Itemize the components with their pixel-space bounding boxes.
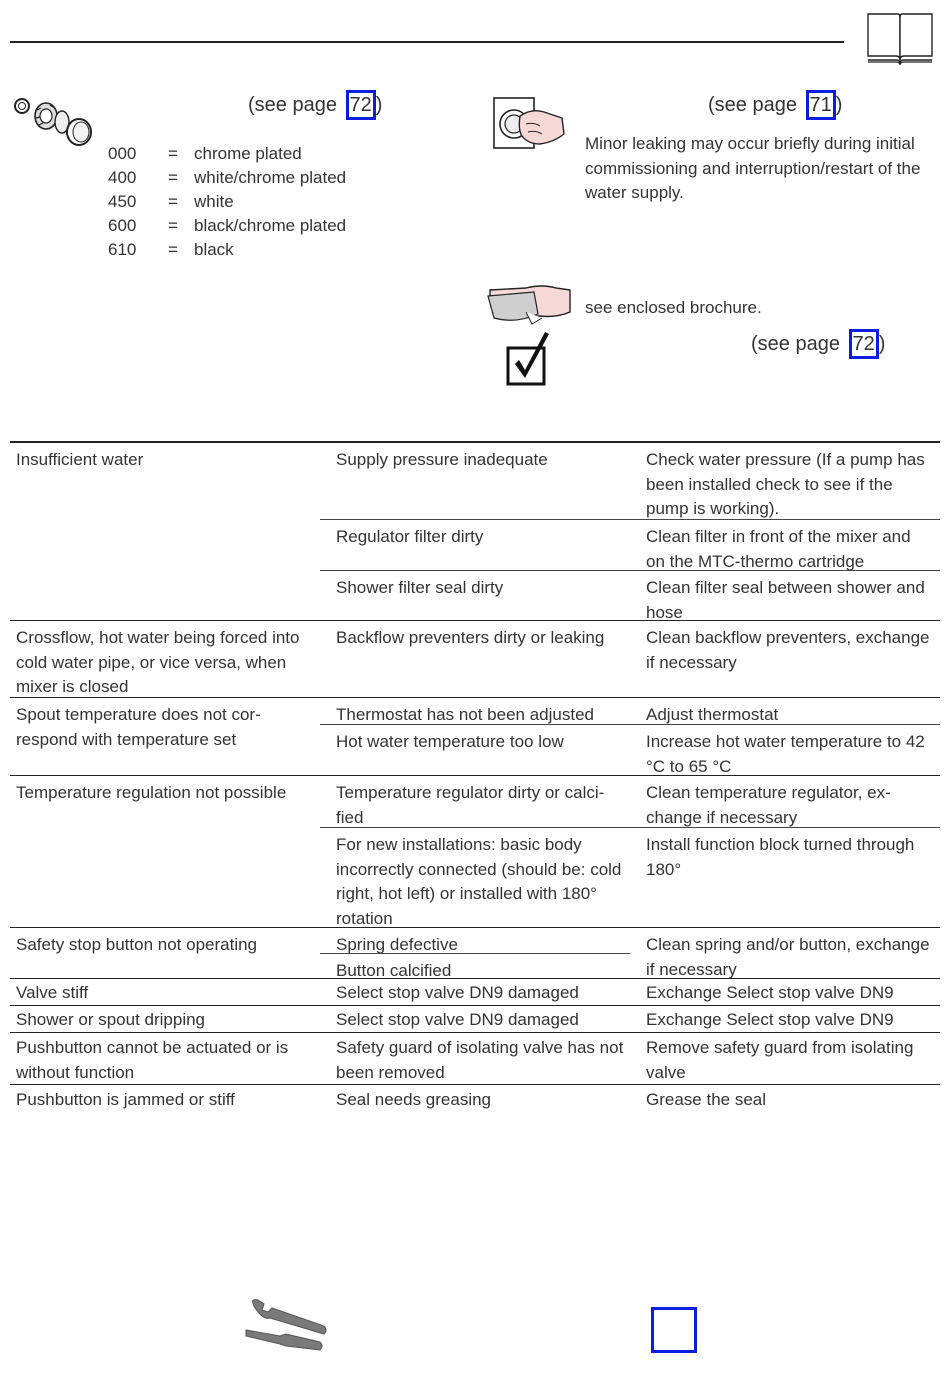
table-row bbox=[10, 1033, 940, 1085]
remedy-cell: Increase hot water temperature to 42 °C to 65 °C bbox=[646, 732, 925, 776]
blue-square-icon bbox=[651, 1307, 697, 1353]
finish-item bbox=[108, 214, 346, 238]
table-row bbox=[10, 698, 940, 776]
cause-cell: Thermostat has not been adjusted bbox=[336, 705, 594, 724]
cause-cell: Shower filter seal dirty bbox=[336, 578, 504, 597]
remedy-cell: Clean filter in front of the mixer and on the MTC-thermo cartridge bbox=[646, 527, 911, 571]
page-72-link[interactable]: 72 bbox=[346, 90, 376, 120]
problem-cell: Spout temperature does not correspond with temperature set bbox=[16, 705, 261, 749]
cause-cell: Regulator filter dirty bbox=[336, 527, 484, 546]
see-page-suffix: ) bbox=[835, 94, 843, 116]
cause-cell: Supply pressure inadequate bbox=[336, 450, 548, 469]
problem-cell: Shower or spout dripping bbox=[16, 1010, 206, 1029]
remedy-cell: Clean backflow preventers, exchange if necessary bbox=[646, 628, 930, 672]
cause-cell: Backflow preventers dirty or leaking bbox=[336, 628, 605, 647]
table-row bbox=[10, 1006, 940, 1033]
top-rule bbox=[10, 41, 844, 43]
troubleshooting-table bbox=[10, 441, 940, 1115]
equals-sign: = bbox=[168, 144, 178, 163]
finish-code: 600 bbox=[108, 216, 137, 235]
equals-sign: = bbox=[168, 216, 178, 235]
problem-cell: Safety stop button not operating bbox=[16, 935, 258, 954]
cause-cell: Temperature regulator dirty or calcified bbox=[336, 783, 605, 827]
see-page-prefix: (see page bbox=[248, 94, 343, 116]
see-page-reference bbox=[708, 90, 842, 120]
hand-turning-knob-icon bbox=[492, 94, 566, 152]
see-page-suffix: ) bbox=[878, 333, 886, 355]
cause-cell: Button calcified bbox=[320, 953, 630, 984]
finish-item bbox=[108, 142, 346, 166]
remedy-cell: Remove safety guard from isolating valve bbox=[646, 1038, 914, 1082]
see-page-reference bbox=[248, 90, 382, 120]
table-row bbox=[10, 441, 940, 621]
table-row bbox=[10, 979, 940, 1006]
see-page-reference bbox=[751, 329, 885, 359]
see-page-suffix: ) bbox=[375, 94, 383, 116]
finish-list bbox=[108, 142, 346, 262]
finish-label: chrome plated bbox=[194, 144, 302, 163]
hand-cleaning-icon bbox=[486, 268, 572, 326]
remedy-cell: Clean temperature regulator, exchange if necessary bbox=[646, 783, 891, 827]
handle-parts-icon bbox=[12, 92, 96, 148]
commissioning-note: Minor leaking may occur briefly during initial commissioning and interruption/restart of the water supply. bbox=[585, 134, 921, 202]
remedy-cell: Install function block turned through 180° bbox=[646, 835, 915, 879]
remedy-cell: Exchange Select stop valve DN9 bbox=[646, 1010, 894, 1029]
finish-label: white bbox=[194, 192, 234, 211]
finish-code: 610 bbox=[108, 240, 137, 259]
cause-cell: Seal needs greasing bbox=[336, 1090, 492, 1109]
remedy-cell: Check water pressure (If a pump has been installed check to see if the pump is working). bbox=[646, 450, 925, 518]
remedy-cell: Clean spring and/or button, exchange if necessary bbox=[646, 935, 930, 979]
problem-cell: Temperature regulation not possible bbox=[16, 783, 287, 802]
problem-cell: Pushbutton cannot be actuated or is without function bbox=[16, 1038, 289, 1082]
cause-cell: Select stop valve DN9 damaged bbox=[336, 983, 579, 1002]
finish-label: black bbox=[194, 240, 234, 259]
finish-label: black/chrome plated bbox=[194, 216, 347, 235]
table-row bbox=[10, 776, 940, 928]
finish-code: 000 bbox=[108, 144, 137, 163]
finish-item bbox=[108, 190, 346, 214]
see-page-prefix: (see page bbox=[708, 94, 803, 116]
page-71-link[interactable]: 71 bbox=[806, 90, 836, 120]
finish-label: white/chrome plated bbox=[194, 168, 347, 187]
problem-cell: Pushbutton is jammed or stiff bbox=[16, 1090, 235, 1109]
finish-code: 450 bbox=[108, 192, 137, 211]
table-row bbox=[10, 1085, 940, 1115]
cause-cell: For new installations: basic body incorrectly connected (should be: cold right, hot left) or installed with 180° rotation bbox=[336, 835, 622, 928]
remedy-cell: Grease the seal bbox=[646, 1090, 767, 1109]
finish-item bbox=[108, 166, 346, 190]
page-72-link[interactable]: 72 bbox=[849, 329, 879, 359]
problem-cell: Insufficient water bbox=[16, 450, 144, 469]
equals-sign: = bbox=[168, 192, 178, 211]
cause-cell: Safety guard of isolating valve has not been removed bbox=[336, 1038, 624, 1082]
remedy-cell: Exchange Select stop valve DN9 bbox=[646, 983, 894, 1002]
see-page-prefix: (see page bbox=[751, 333, 846, 355]
cleaning-note: see enclosed brochure. bbox=[585, 298, 762, 317]
finish-item bbox=[108, 238, 346, 262]
problem-cell: Valve stiff bbox=[16, 983, 89, 1002]
cause-cell: Select stop valve DN9 damaged bbox=[336, 1010, 579, 1029]
finish-code: 400 bbox=[108, 168, 137, 187]
equals-sign: = bbox=[168, 168, 178, 187]
book-icon bbox=[866, 10, 934, 66]
problem-cell: Crossflow, hot water being forced into cold water pipe, or vice versa, when mixer is closed bbox=[16, 628, 300, 696]
checkmark-box-icon bbox=[505, 330, 555, 388]
cause-cell: Spring defective bbox=[336, 935, 458, 954]
equals-sign: = bbox=[168, 240, 178, 259]
wrench-screwdriver-icon bbox=[240, 1296, 330, 1360]
remedy-cell: Clean filter seal between shower and hose bbox=[646, 578, 925, 622]
table-row bbox=[10, 928, 940, 979]
remedy-cell: Adjust thermostat bbox=[646, 705, 779, 724]
cause-cell: Hot water temperature too low bbox=[336, 732, 564, 751]
table-row bbox=[10, 621, 940, 698]
